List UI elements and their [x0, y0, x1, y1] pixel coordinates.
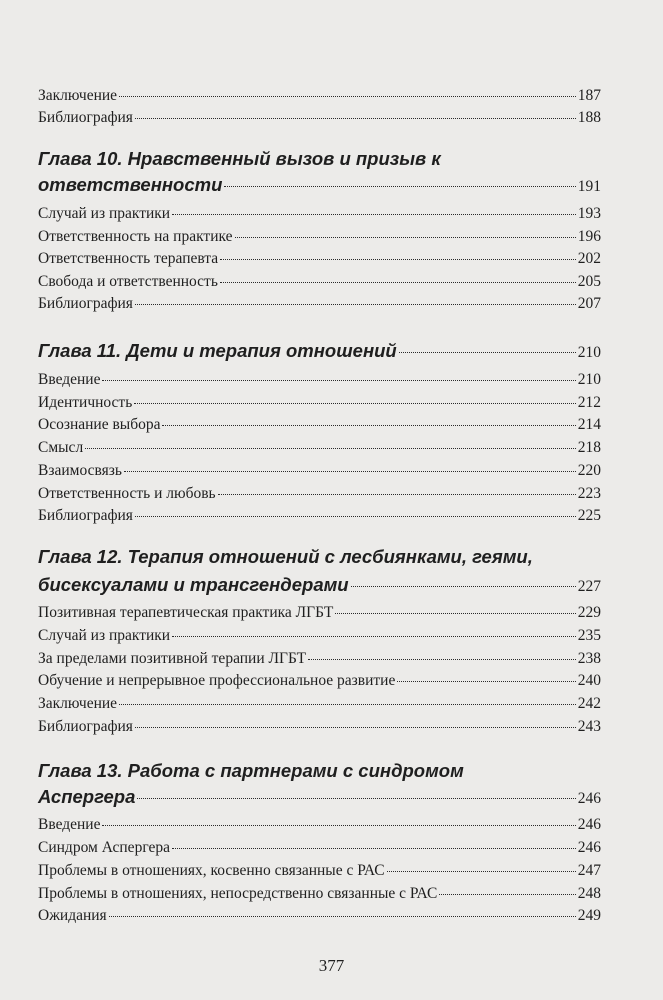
leader-dots: [224, 186, 575, 187]
chapter-title-line2: Аспергера: [38, 786, 136, 807]
chapter-page: 227: [577, 578, 601, 595]
leader-dots: [162, 425, 575, 426]
leader-dots: [439, 894, 575, 895]
leader-dots: [172, 214, 576, 215]
toc-entry-title: Осознание выбора: [38, 416, 161, 433]
toc-entry: [38, 717, 601, 737]
toc-entry-title: Введение: [38, 816, 101, 833]
leader-dots: [124, 471, 576, 472]
leader-dots: [220, 282, 576, 283]
toc-entry: [38, 86, 601, 106]
leader-dots: [135, 118, 576, 119]
toc-entry: [38, 461, 601, 481]
toc-entry: [38, 884, 601, 904]
toc-entry-page: 220: [577, 462, 601, 479]
toc-entry-title: Библиография: [38, 295, 133, 312]
toc-entry: [38, 671, 601, 691]
toc-entry-page: 212: [577, 394, 601, 411]
toc-entry: [38, 272, 601, 292]
chapter-heading: [38, 339, 601, 365]
page-number: 377: [318, 956, 345, 975]
toc-entry-title: Ожидания: [38, 907, 107, 924]
leader-dots: [351, 586, 576, 587]
toc-entry: [38, 484, 601, 504]
toc-entry: [38, 906, 601, 926]
chapter-title-line2: ответственности: [38, 174, 223, 195]
leader-dots: [119, 704, 576, 705]
chapter-title-line1: Глава 13. Работа с партнерами с синдромом: [38, 760, 464, 781]
chapter-heading: [38, 173, 601, 199]
toc-entry-title: Библиография: [38, 718, 133, 735]
toc-entry-page: 246: [577, 839, 601, 856]
toc-entry: [38, 815, 601, 835]
toc-entry-title: Заключение: [38, 87, 118, 104]
chapter-heading: [38, 785, 601, 811]
leader-dots: [235, 237, 576, 238]
toc-entry: [38, 506, 601, 526]
toc-entry-page: 207: [577, 295, 601, 312]
toc-entry: [38, 108, 601, 128]
leader-dots: [135, 516, 576, 517]
toc-entry: [38, 603, 601, 623]
toc-entry-title: Проблемы в отношениях, непосредственно связанные с РАС: [38, 885, 438, 902]
toc-entry-title: Ответственность на практике: [38, 228, 233, 245]
toc-entry-page: 225: [577, 507, 601, 524]
toc-entry-page: 246: [577, 816, 601, 833]
toc-entry-page: 210: [577, 371, 601, 388]
toc-entry-page: 242: [577, 695, 601, 712]
toc-entry: [38, 861, 601, 881]
chapter-page: 210: [577, 344, 601, 361]
leader-dots: [172, 848, 576, 849]
toc-entry: [38, 370, 601, 390]
leader-dots: [102, 825, 575, 826]
toc-entry-page: 229: [577, 604, 601, 621]
toc-entry: [38, 249, 601, 269]
toc-entry: [38, 626, 601, 646]
leader-dots: [134, 403, 575, 404]
leader-dots: [172, 636, 576, 637]
leader-dots: [109, 916, 576, 917]
toc-entry-title: Свобода и ответственность: [38, 273, 218, 290]
toc-entry-page: 243: [577, 718, 601, 735]
toc-entry: [38, 415, 601, 435]
toc-entry-title: Обучение и непрерывное профессиональное развитие: [38, 672, 396, 689]
toc-entry-title: Проблемы в отношениях, косвенно связанные с РАС: [38, 862, 385, 879]
leader-dots: [220, 259, 576, 260]
toc-entry: [38, 438, 601, 458]
leader-dots: [218, 494, 576, 495]
toc-entry: [38, 204, 601, 224]
toc-entry-page: 223: [577, 485, 601, 502]
toc-entry-title: Ответственность терапевта: [38, 250, 219, 267]
toc-entry-title: Позитивная терапевтическая практика ЛГБТ: [38, 604, 334, 621]
toc-entry: [38, 649, 601, 669]
toc-entry-page: 238: [577, 650, 601, 667]
leader-dots: [397, 681, 575, 682]
chapter-title: Глава 11. Дети и терапия отношений: [38, 340, 397, 361]
toc-entry-page: 240: [577, 672, 601, 689]
toc-entry-title: Случай из практики: [38, 627, 171, 644]
toc-entry-page: 218: [577, 439, 601, 456]
toc-entry: [38, 294, 601, 314]
leader-dots: [387, 871, 576, 872]
toc-entry-page: 193: [577, 205, 601, 222]
toc-entry-title: Смысл: [38, 439, 84, 456]
leader-dots: [85, 448, 576, 449]
leader-dots: [308, 659, 576, 660]
toc-entry: [38, 694, 601, 714]
toc-entry: [38, 393, 601, 413]
toc-entry-title: Взаимосвязь: [38, 462, 122, 479]
toc-entry-title: Заключение: [38, 695, 118, 712]
toc-entry: [38, 227, 601, 247]
toc-entry-page: 196: [577, 228, 601, 245]
toc-entry-page: 235: [577, 627, 601, 644]
chapter-title-line1: Глава 12. Терапия отношений с лесбиянками, геями,: [38, 546, 533, 567]
toc-entry-page: 188: [577, 109, 601, 126]
toc-entry-title: Идентичность: [38, 394, 133, 411]
toc-entry-title: За пределами позитивной терапии ЛГБТ: [38, 650, 307, 667]
toc-entry-title: Случай из практики: [38, 205, 171, 222]
toc-entry-page: 187: [577, 87, 601, 104]
toc-entry-title: Ответственность и любовь: [38, 485, 216, 502]
toc-entry-page: 247: [577, 862, 601, 879]
leader-dots: [135, 304, 576, 305]
toc-entry-page: 205: [577, 273, 601, 290]
leader-dots: [135, 727, 576, 728]
toc-entry-page: 202: [577, 250, 601, 267]
chapter-title-line1: Глава 10. Нравственный вызов и призыв к: [38, 148, 441, 169]
leader-dots: [137, 798, 575, 799]
toc-entry-title: Библиография: [38, 109, 133, 126]
toc-entry-page: 249: [577, 907, 601, 924]
chapter-title-line2: бисексуалами и трансгендерами: [38, 574, 349, 595]
toc-entry: [38, 838, 601, 858]
leader-dots: [119, 96, 576, 97]
leader-dots: [399, 352, 576, 353]
chapter-page: 191: [577, 178, 601, 195]
toc-entry-page: 248: [577, 885, 601, 902]
toc-entry-title: Введение: [38, 371, 101, 388]
toc-entry-title: Синдром Аспергера: [38, 839, 170, 856]
leader-dots: [335, 613, 575, 614]
toc-entry-title: Библиография: [38, 507, 133, 524]
toc-entry-page: 214: [577, 416, 601, 433]
chapter-heading: [38, 573, 601, 599]
chapter-page: 246: [577, 790, 601, 807]
leader-dots: [102, 380, 575, 381]
